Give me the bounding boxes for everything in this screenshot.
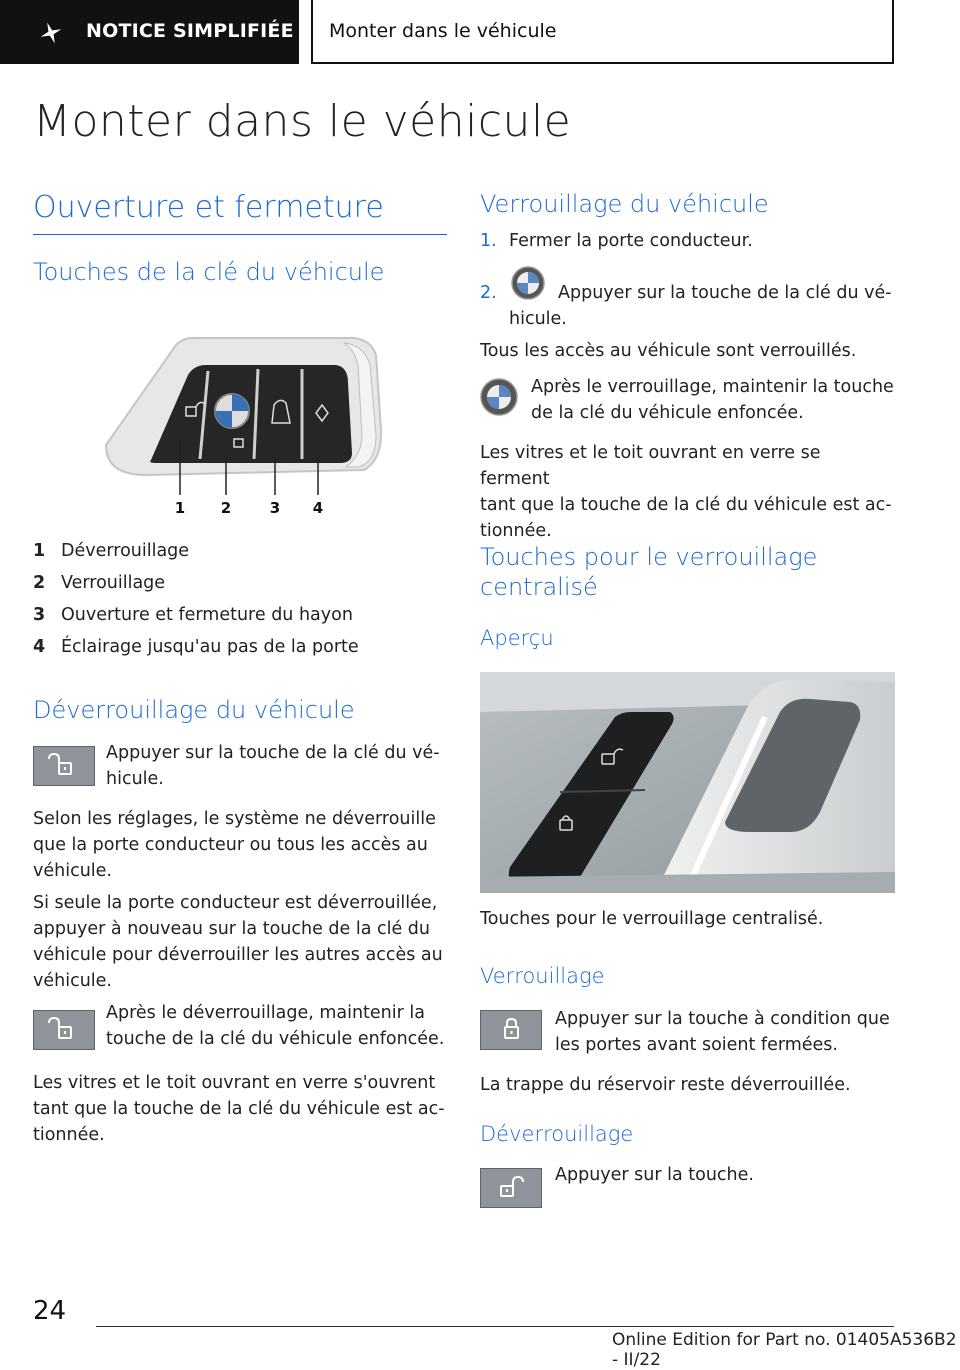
heading-line: Touches pour le verrouillage: [480, 543, 818, 571]
footer-rule: [96, 1326, 894, 1327]
list-num: 3: [33, 605, 46, 625]
text-line: tant que la touche de la clé du véhicule est ac-: [480, 495, 892, 515]
list-text: Verrouillage: [61, 573, 166, 593]
text-line: Appuyer sur la touche à condition que: [555, 1009, 890, 1029]
unlock-button-icon: [33, 1010, 95, 1050]
text-line: Selon les réglages, le système ne déverrouille: [33, 809, 436, 829]
text-line: les portes avant soient fermées.: [555, 1035, 838, 1055]
bmw-key-icon: [480, 378, 518, 416]
list-text: Déverrouillage: [61, 541, 190, 561]
subheading-unlock-vehicle: Déverrouillage du véhicule: [33, 696, 355, 724]
text-line: tant que la touche de la clé du véhicule est ac-: [33, 1099, 445, 1119]
step-2-text-cont: [509, 306, 894, 332]
list-num: 2: [33, 573, 46, 593]
callout-2: 2: [220, 499, 232, 517]
step-number: 1.: [480, 231, 497, 251]
bmw-key-icon: [511, 266, 545, 300]
section-heading: Ouverture et fermeture: [33, 190, 384, 225]
unlock-para-1: [106, 740, 446, 792]
text-line: de la clé du véhicule enfoncée.: [531, 403, 804, 423]
list-text: Ouverture et fermeture du hayon: [61, 605, 353, 625]
subheading-overview: Aperçu: [480, 626, 554, 650]
key-fob-illustration: [96, 335, 396, 520]
text-line: Appuyer sur la touche de la clé du vé-: [106, 743, 440, 763]
unlock-para-4: [106, 1000, 446, 1052]
lock-para-2: [531, 374, 895, 426]
text-line: hicule.: [509, 309, 567, 329]
lock-button-icon: [480, 1010, 542, 1050]
unlocking-para: Appuyer sur la touche.: [555, 1165, 754, 1185]
text-line: hicule.: [106, 769, 164, 789]
footer-edition: Online Edition for Part no. 01405A536B2 - II/22: [612, 1330, 957, 1370]
unlock-para-3: [33, 890, 447, 994]
list-text: Éclairage jusqu'au pas de la porte: [61, 637, 359, 657]
step-1: [480, 228, 894, 254]
lock-para-1: Tous les accès au véhicule sont verrouillés.: [480, 341, 857, 361]
text-line: que la porte conducteur ou tous les accès au: [33, 835, 428, 855]
sparkle-icon: [38, 20, 64, 46]
list-num: 4: [33, 637, 46, 657]
text-line: véhicule pour déverrouiller les autres accès au: [33, 945, 443, 965]
unlock-para-5: [33, 1070, 447, 1148]
page-number: 24: [33, 1296, 67, 1326]
page-title: Monter dans le véhicule: [33, 96, 572, 147]
list-item: [33, 634, 447, 666]
text-line: tionnée.: [33, 1125, 105, 1145]
text-line: appuyer à nouveau sur la touche de la clé du: [33, 919, 431, 939]
subheading-key-buttons: Touches de la clé du véhicule: [33, 258, 385, 286]
step-number: 2.: [480, 283, 497, 303]
subheading-unlocking: Déverrouillage: [480, 1122, 634, 1146]
text-line: véhicule.: [33, 971, 112, 991]
subheading-locking: Verrouillage: [480, 964, 605, 988]
text-line: Après le déverrouillage, maintenir la: [106, 1003, 425, 1023]
list-item: [33, 602, 447, 634]
photo-caption: Touches pour le verrouillage centralisé.: [480, 909, 824, 929]
step-text: Fermer la porte conducteur.: [509, 231, 753, 251]
chapter-header-box: [311, 0, 894, 64]
step-2-text: [558, 280, 894, 306]
text-line: Appuyer sur la touche de la clé du vé-: [558, 283, 892, 303]
locking-para-1: [555, 1006, 895, 1058]
text-line: Si seule la porte conducteur est déverrouillée,: [33, 893, 438, 913]
list-item: [33, 570, 447, 602]
callout-3: 3: [269, 499, 281, 517]
key-list: [33, 538, 447, 666]
unlock-button-icon: [33, 746, 95, 786]
text-line: Les vitres et le toit ouvrant en verre s'ouvrent: [33, 1073, 436, 1093]
section-rule: [33, 234, 447, 235]
text-line: Après le verrouillage, maintenir la touche: [531, 377, 894, 397]
heading-line: centralisé: [480, 573, 598, 601]
unlock-central-button-icon: [480, 1168, 542, 1208]
locking-para-2: La trappe du réservoir reste déverrouillée.: [480, 1075, 851, 1095]
text-line: Les vitres et le toit ouvrant en verre se ferment: [480, 443, 821, 489]
text-line: véhicule.: [33, 861, 112, 881]
unlock-para-2: [33, 806, 447, 884]
callout-4: 4: [312, 499, 324, 517]
section-header-tab: [0, 0, 299, 64]
text-line: touche de la clé du véhicule enfoncée.: [106, 1029, 445, 1049]
section-label: NOTICE SIMPLIFIÉE: [86, 20, 294, 42]
door-panel-photo: [480, 672, 895, 893]
list-item: [33, 538, 447, 570]
chapter-label: Monter dans le véhicule: [329, 20, 557, 42]
step-number-2: [480, 280, 497, 306]
callout-1: 1: [174, 499, 186, 517]
subheading-central-lock: [480, 542, 817, 602]
subheading-lock-vehicle: Verrouillage du véhicule: [480, 190, 769, 218]
list-num: 1: [33, 541, 46, 561]
lock-para-3: [480, 440, 894, 544]
text-line: tionnée.: [480, 521, 552, 541]
